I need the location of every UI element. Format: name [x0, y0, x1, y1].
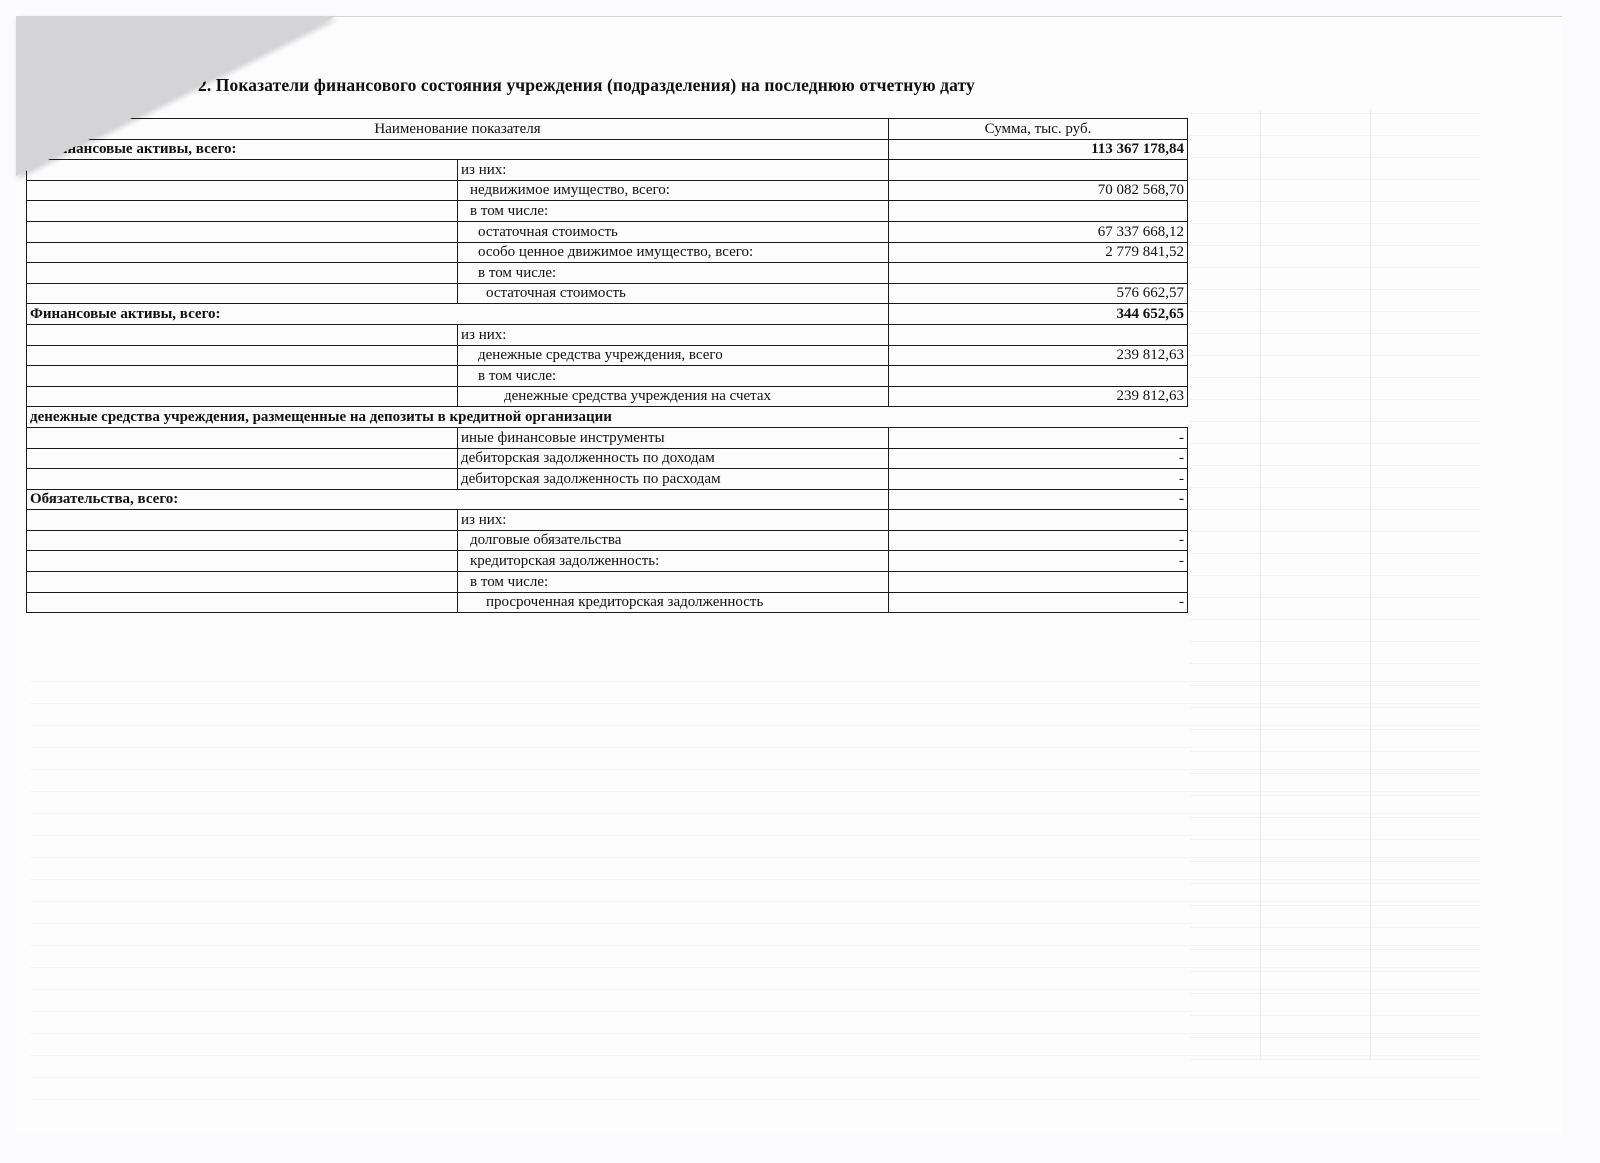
- row-label: Финансовые активы, всего:: [27, 304, 889, 325]
- header-name: Наименование показателя: [27, 119, 889, 140]
- table-row: [27, 366, 1188, 387]
- bleed-through-grid-lower: [30, 660, 1480, 1100]
- table-row: [27, 324, 1188, 345]
- row-value: [889, 324, 1188, 345]
- row-value: -: [889, 427, 1188, 448]
- row-value: 70 082 568,70: [889, 180, 1188, 201]
- row-label: дебиторская задолженность по расходам: [458, 469, 889, 490]
- row-value: [889, 201, 1188, 222]
- row-label: кредиторская задолженность:: [458, 551, 889, 572]
- row-label: в том числе:: [458, 201, 889, 222]
- row-label: остаточная стоимость: [458, 221, 889, 242]
- row-label: Нефинансовые активы, всего:: [27, 139, 889, 160]
- row-label: остаточная стоимость: [458, 283, 889, 304]
- row-value: 113 367 178,84: [889, 139, 1188, 160]
- table-row: [27, 489, 1188, 510]
- table-row: [27, 469, 1188, 490]
- row-label: в том числе:: [458, 366, 889, 387]
- row-label: из них:: [458, 160, 889, 181]
- row-value: -: [889, 551, 1188, 572]
- row-value: 576 662,57: [889, 283, 1188, 304]
- table-row: [27, 427, 1188, 448]
- row-label: денежные средства учреждения на счетах: [458, 386, 889, 407]
- row-value: -: [889, 469, 1188, 490]
- table-row: [27, 304, 1188, 325]
- table-row: [27, 448, 1188, 469]
- table-row: [27, 263, 1188, 284]
- row-label: Обязательства, всего:: [27, 489, 889, 510]
- row-label: денежные средства учреждения, всего: [458, 345, 889, 366]
- table-row: [27, 407, 1188, 428]
- row-value: 239 812,63: [889, 345, 1188, 366]
- row-label: денежные средства учреждения, размещенные на депозиты в кредитной организации: [27, 407, 1188, 428]
- row-label: просроченная кредиторская задолженность: [458, 592, 889, 613]
- header-amount: Сумма, тыс. руб.: [889, 119, 1188, 140]
- row-value: [889, 510, 1188, 531]
- row-label: из них:: [458, 324, 889, 345]
- row-value: [889, 263, 1188, 284]
- row-label: в том числе:: [458, 572, 889, 593]
- row-value: -: [889, 448, 1188, 469]
- row-value: 239 812,63: [889, 386, 1188, 407]
- row-value: 2 779 841,52: [889, 242, 1188, 263]
- row-value: -: [889, 489, 1188, 510]
- table-row: [27, 386, 1188, 407]
- table-row: [27, 283, 1188, 304]
- row-label: иные финансовые инструменты: [458, 427, 889, 448]
- table-row: [27, 180, 1188, 201]
- table-row: [27, 592, 1188, 613]
- folded-page-corner: [16, 16, 336, 176]
- table-row: [27, 242, 1188, 263]
- row-label: особо ценное движимое имущество, всего:: [458, 242, 889, 263]
- financial-indicators-table: [26, 118, 1188, 613]
- table-row: [27, 572, 1188, 593]
- table-row: [27, 551, 1188, 572]
- table-row: [27, 345, 1188, 366]
- row-value: 344 652,65: [889, 304, 1188, 325]
- row-value: [889, 572, 1188, 593]
- table-row: [27, 221, 1188, 242]
- row-value: -: [889, 530, 1188, 551]
- row-label: недвижимое имущество, всего:: [458, 180, 889, 201]
- row-label: из них:: [458, 510, 889, 531]
- row-label: дебиторская задолженность по доходам: [458, 448, 889, 469]
- row-value: [889, 366, 1188, 387]
- row-label: долговые обязательства: [458, 530, 889, 551]
- document-title: 2. Показатели финансового состояния учреждения (подразделения) на последнюю отчетную дату: [198, 75, 975, 95]
- row-value: 67 337 668,12: [889, 221, 1188, 242]
- table-row: [27, 530, 1188, 551]
- row-label: в том числе:: [458, 263, 889, 284]
- row-value: [889, 160, 1188, 181]
- table-row: [27, 510, 1188, 531]
- table-row: [27, 201, 1188, 222]
- row-value: -: [889, 592, 1188, 613]
